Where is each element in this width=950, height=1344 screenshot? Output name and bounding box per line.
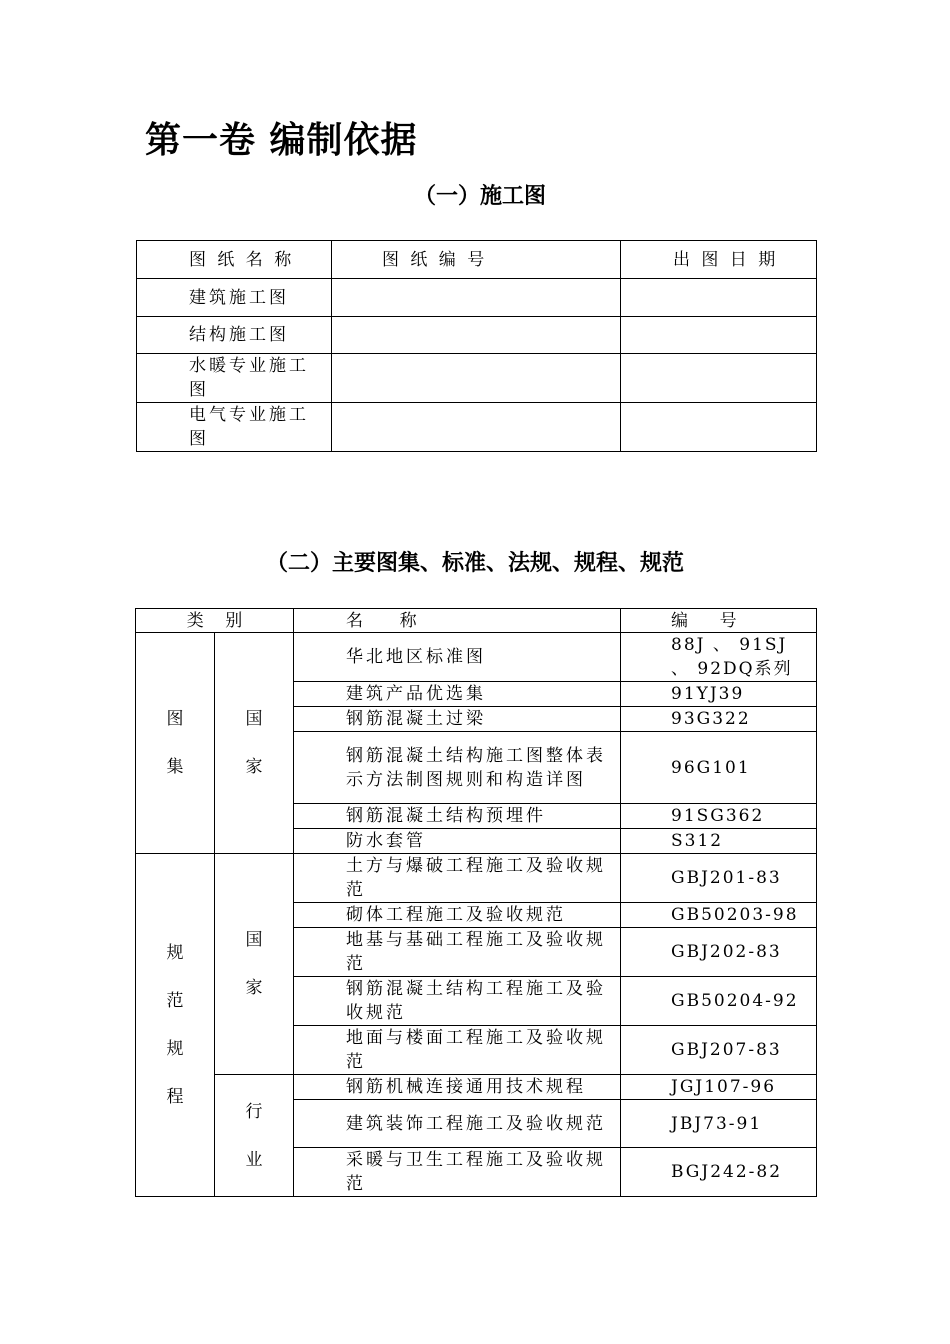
table-header-row bbox=[137, 241, 817, 279]
section-1-title: （一）施工图 bbox=[413, 184, 546, 209]
standard-code: GBJ202-83 bbox=[621, 928, 817, 977]
standard-code: 88J 、 91SJ 、 92DQ系列 bbox=[621, 633, 817, 682]
standard-code: GB50203-98 bbox=[621, 903, 817, 928]
header-drawing-number: 图 纸 编 号 bbox=[332, 241, 621, 279]
standard-name: 华北地区标准图 bbox=[294, 633, 621, 682]
standard-name: 采暖与卫生工程施工及验收规范 bbox=[294, 1148, 621, 1197]
standard-name: 砌体工程施工及验收规范 bbox=[294, 903, 621, 928]
standard-code: JBJ73-91 bbox=[621, 1100, 817, 1148]
page-title: 第一卷 编制依据 bbox=[145, 120, 418, 161]
standard-code: BGJ242-82 bbox=[621, 1148, 817, 1197]
header-name: 名 称 bbox=[294, 609, 621, 633]
standard-name: 地基与基础工程施工及验收规范 bbox=[294, 928, 621, 977]
table-row bbox=[137, 279, 817, 317]
issue-date bbox=[621, 279, 817, 317]
drawing-number bbox=[332, 279, 621, 317]
drawing-name: 结构施工图 bbox=[137, 317, 332, 354]
header-category: 类 别 bbox=[136, 609, 294, 633]
header-issue-date: 出 图 日 期 bbox=[621, 241, 817, 279]
table-row bbox=[136, 1075, 817, 1100]
category-codes: 规 范 规 程 bbox=[136, 854, 215, 1197]
drawing-number bbox=[332, 317, 621, 354]
issue-date bbox=[621, 354, 817, 403]
category-atlas: 图 集 bbox=[136, 633, 215, 854]
standard-name: 土方与爆破工程施工及验收规范 bbox=[294, 854, 621, 903]
standards-table bbox=[135, 608, 817, 1197]
drawing-name: 建筑施工图 bbox=[137, 279, 332, 317]
standard-code: 93G322 bbox=[621, 707, 817, 732]
level-national: 国 家 bbox=[215, 633, 294, 854]
standard-code: 91SG362 bbox=[621, 804, 817, 829]
drawing-number bbox=[332, 354, 621, 403]
standard-code: 91YJ39 bbox=[621, 682, 817, 707]
level-national: 国 家 bbox=[215, 854, 294, 1075]
standard-name: 防水套管 bbox=[294, 829, 621, 854]
standard-name: 建筑装饰工程施工及验收规范 bbox=[294, 1100, 621, 1148]
table-row bbox=[136, 633, 817, 682]
drawing-number bbox=[332, 403, 621, 452]
header-drawing-name: 图 纸 名 称 bbox=[137, 241, 332, 279]
table-row bbox=[137, 317, 817, 354]
standard-code: 96G101 bbox=[621, 732, 817, 804]
standard-name: 钢筋混凝土结构施工图整体表示方法制图规则和构造详图 bbox=[294, 732, 621, 804]
standard-name: 建筑产品优选集 bbox=[294, 682, 621, 707]
standard-name: 地面与楼面工程施工及验收规范 bbox=[294, 1026, 621, 1075]
level-industry: 行 业 bbox=[215, 1075, 294, 1197]
standard-name: 钢筋混凝土过梁 bbox=[294, 707, 621, 732]
table-row bbox=[136, 854, 817, 903]
standard-code: GBJ207-83 bbox=[621, 1026, 817, 1075]
standard-name: 钢筋混凝土结构预埋件 bbox=[294, 804, 621, 829]
standard-code: GB50204-92 bbox=[621, 977, 817, 1026]
standard-code: JGJ107-96 bbox=[621, 1075, 817, 1100]
header-code: 编 号 bbox=[621, 609, 817, 633]
standard-code: GBJ201-83 bbox=[621, 854, 817, 903]
section-2-title: （二）主要图集、标准、法规、规程、规范 bbox=[265, 551, 684, 576]
table-row bbox=[137, 403, 817, 452]
issue-date bbox=[621, 317, 817, 354]
table-row bbox=[137, 354, 817, 403]
standard-name: 钢筋机械连接通用技术规程 bbox=[294, 1075, 621, 1100]
standard-name: 钢筋混凝土结构工程施工及验收规范 bbox=[294, 977, 621, 1026]
drawing-name: 电气专业施工图 bbox=[137, 403, 332, 452]
issue-date bbox=[621, 403, 817, 452]
table-header-row bbox=[136, 609, 817, 633]
drawings-table bbox=[136, 240, 817, 452]
standard-code: S312 bbox=[621, 829, 817, 854]
drawing-name: 水暖专业施工图 bbox=[137, 354, 332, 403]
